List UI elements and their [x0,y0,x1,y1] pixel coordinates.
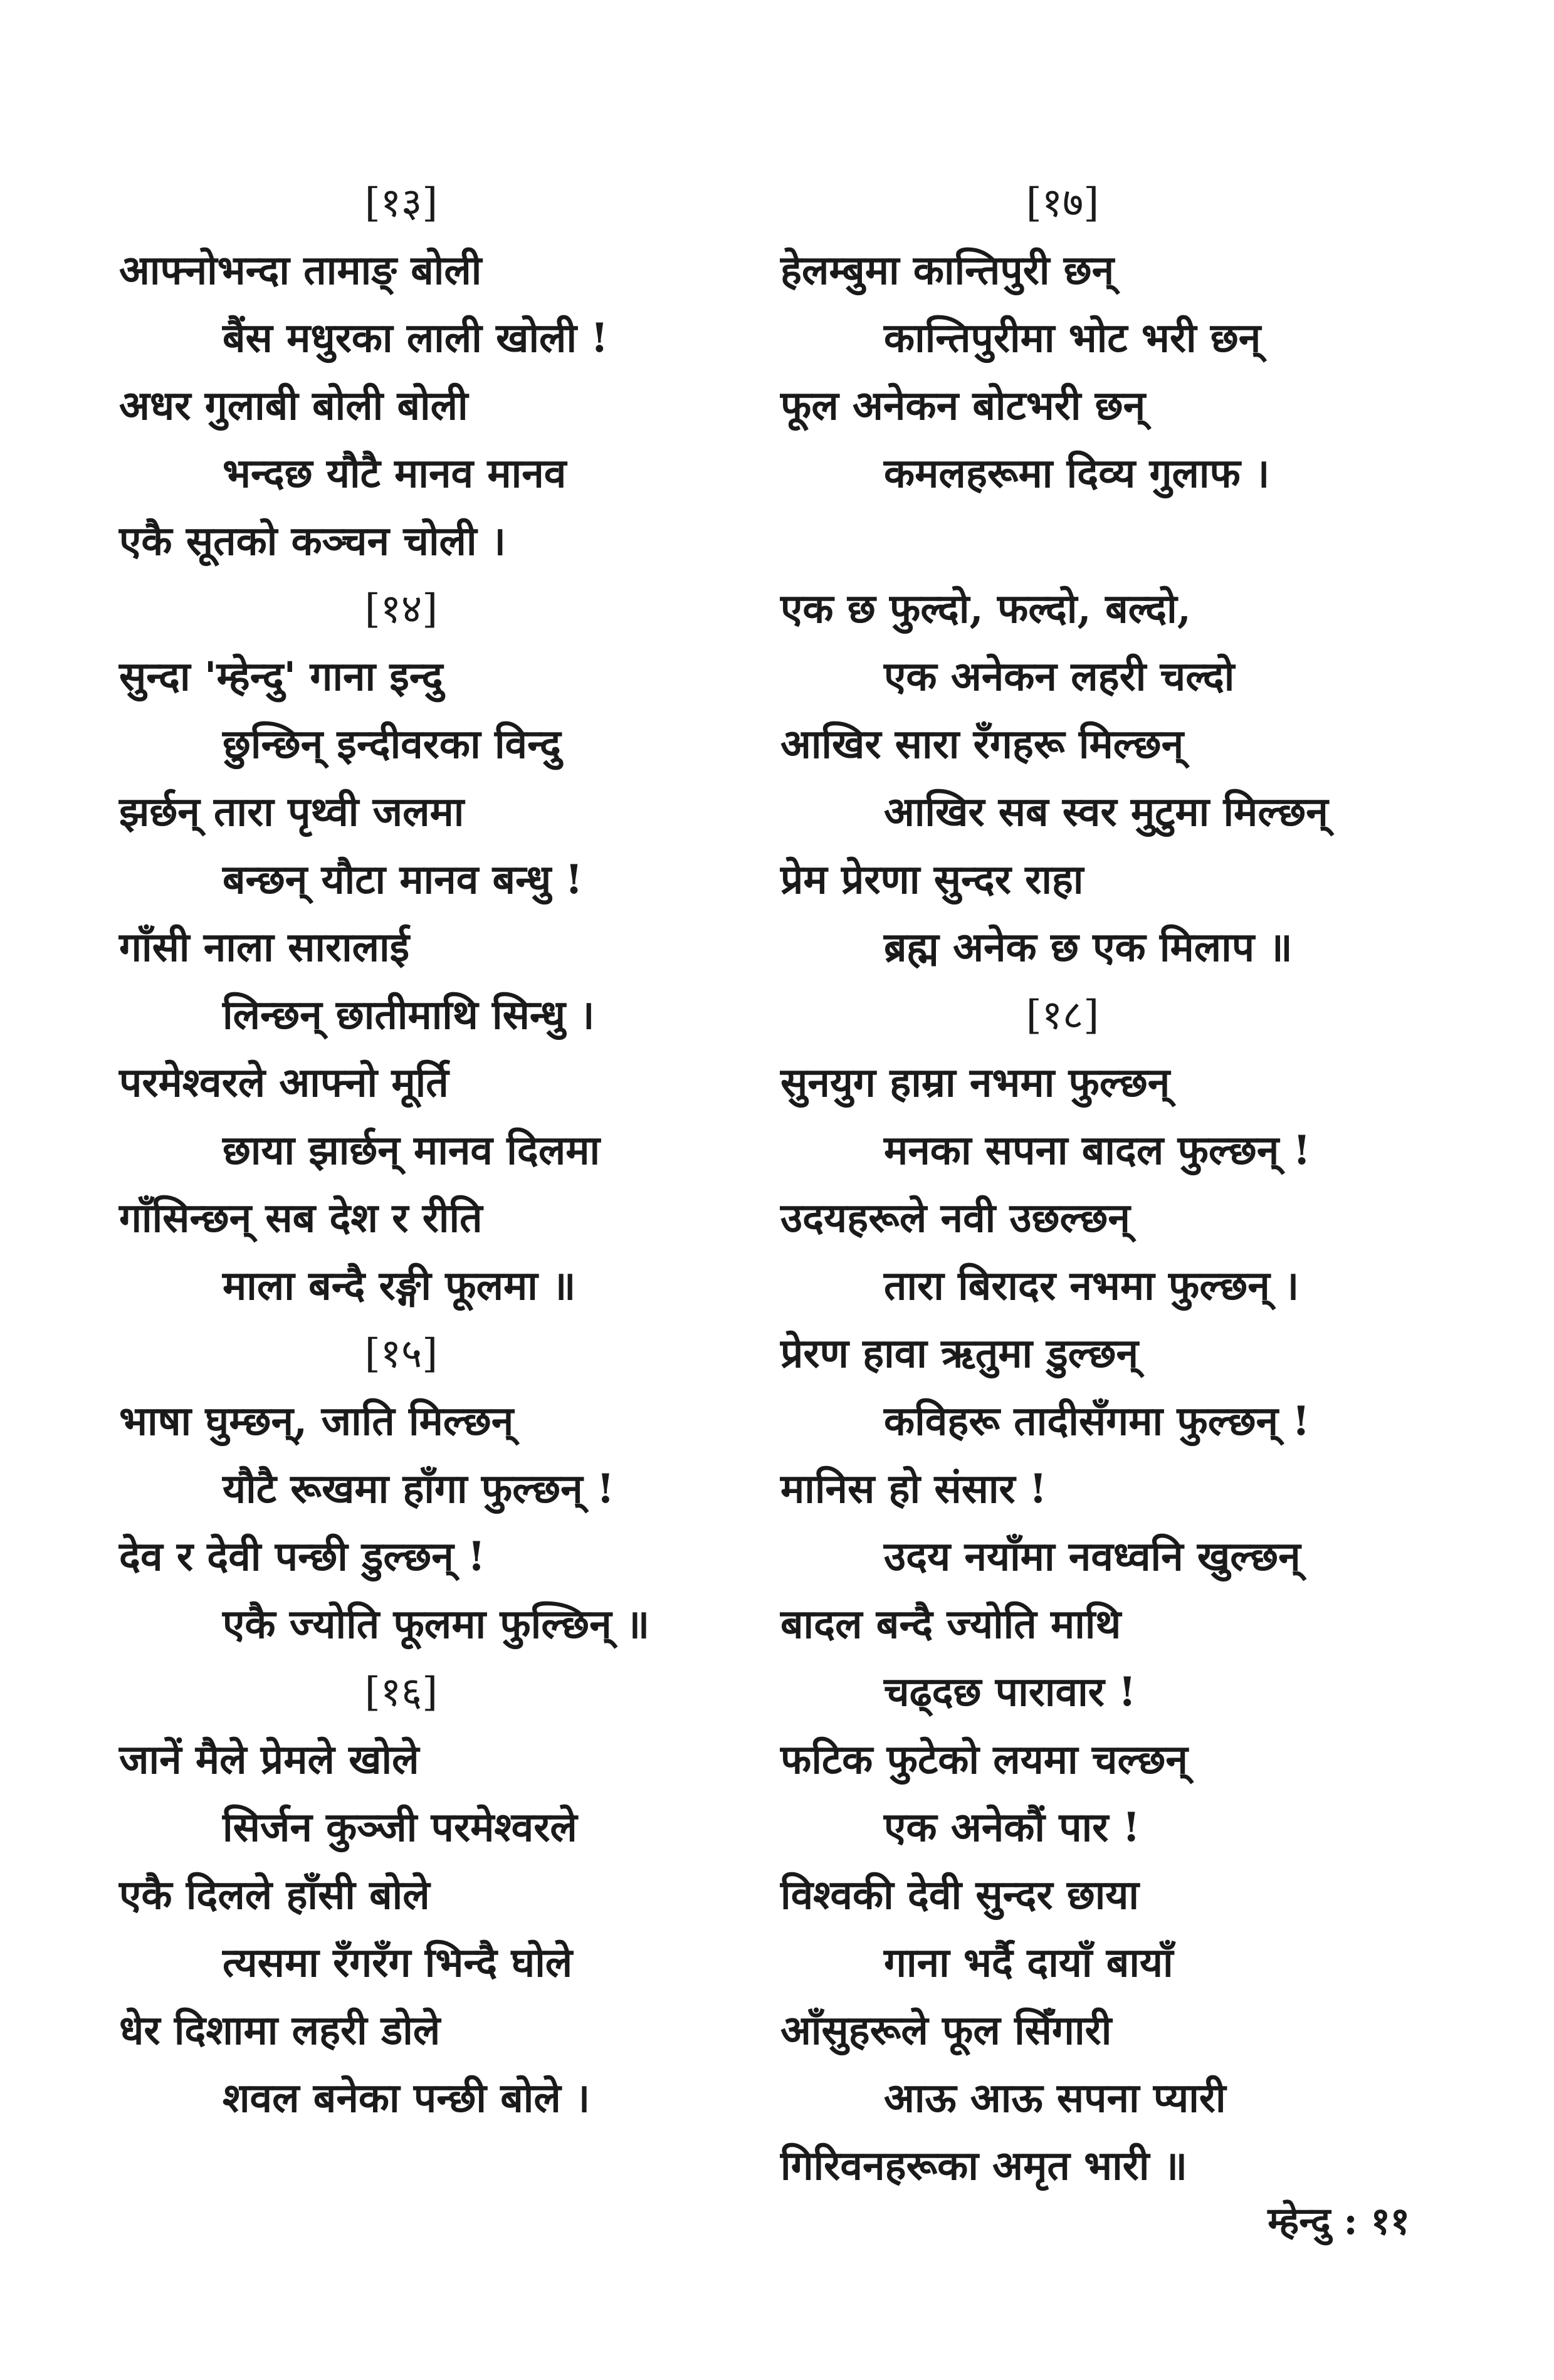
verse-line: तारा बिरादर नभमा फुल्छन् । [884,1262,1299,1309]
verse-line: एकै दिलले हाँसी बोले [119,1872,430,1919]
verse-line: झर्छन् तारा पृथ्वी जलमा [119,789,465,836]
verse-line: त्यसमा रँगरँग भिन्दै घोले [223,1939,573,1986]
verse-line: सुनयुग हाम्रा नभमा फुल्छन् [780,1059,1170,1106]
verse-line: उदयहरूले नवी उछल्छन् [780,1195,1130,1242]
verse-line: सुन्दा 'म्हेन्दु' गाना इन्दु [119,653,443,700]
verse-line: मनका सपना बादल फुल्छन् ! [884,1127,1311,1174]
verse-line: आखिर सब स्वर मुटुमा मिल्छन् [884,789,1328,836]
verse-line: लिन्छन् छातीमाथि सिन्धु । [223,992,595,1039]
verse-number: [१४] [364,586,438,632]
verse-line: भन्दछ यौटै मानव मानव [223,450,567,497]
verse-line: कान्तिपुरीमा भोट भरी छन् [884,315,1261,362]
verse-line: यौटै रूखमा हाँगा फुल्छन् ! [223,1465,614,1512]
verse-line: गिरिवनहरूका अमृत भारी ॥ [780,2142,1188,2189]
verse-line: गाँसी नाला सारालाई [119,924,410,971]
page-footer: म्हेन्दु : ११ [1268,2199,1410,2243]
verse-line: छाया झार्छन् मानव दिलमा [223,1127,601,1174]
verse-line: अधर गुलाबी बोली बोली [119,382,468,429]
verse-line: विश्वकी देवी सुन्दर छाया [780,1872,1139,1919]
verse-line: फूल अनेकन बोटभरी छन् [780,382,1146,429]
right-column [780,169,1439,2200]
stanza-gap [780,508,1439,575]
verse-line: सिर्जन कुञ्जी परमेश्वरले [223,1804,577,1851]
verse-number: [१५] [364,1331,438,1377]
verse-line: उदय नयाँमा नवध्वनि खुल्छन् [884,1533,1301,1580]
verse-line: प्रेम प्रेरणा सुन्दर राहा [780,856,1084,903]
verse-line: एकै सूतको कञ्चन चोली । [119,518,507,565]
verse-number: [१६] [364,1669,438,1716]
verse-line: परमेश्वरले आफ्नो मूर्ति [119,1059,449,1106]
verse-line: प्रेरण हावा ऋतुमा डुल्छन् [780,1330,1138,1377]
verse-line: शवल बनेका पन्छी बोले । [223,2075,591,2122]
verse-line: बैंस मधुरका लाली खोली ! [223,315,609,362]
verse-number: [१८] [1026,992,1100,1039]
verse-line: धेर दिशामा लहरी डोले [119,2007,441,2054]
verse-line: आँसुहरूले फूल सिँगारी [780,2007,1112,2054]
verse-line: कविहरू तादीसँगमा फुल्छन् ! [884,1398,1310,1445]
verse-line: हेलम्बुमा कान्तिपुरी छन् [780,247,1115,294]
verse-line: गाँसिन्छन् सब देश र रीति [119,1195,483,1242]
verse-line: एक छ फुल्दो, फल्दो, बल्दो, [780,585,1192,632]
verse-line: ब्रह्म अनेक छ एक मिलाप ॥ [884,924,1293,971]
verse-line: आखिर सारा रँगहरू मिल्छन् [780,721,1184,768]
verse-line: माला बन्दै रङ्गी फूलमा ॥ [223,1262,576,1309]
verse-line: चढ्दछ पारावार ! [884,1669,1137,1716]
verse-line: एक अनेकौं पार ! [884,1804,1140,1851]
verse-line: गाना भर्दै दायाँ बायाँ [884,1939,1173,1986]
verse-line: जानें मैले प्रेमले खोले [119,1736,419,1783]
verse-line: देव र देवी पन्छी डुल्छन् ! [119,1533,486,1580]
verse-line: बन्छन् यौटा मानव बन्धु ! [223,856,583,903]
verse-line: आऊ आऊ सपना प्यारी [884,2075,1226,2122]
verse-line: छुन्छिन् इन्दीवरका विन्दु [223,721,561,768]
left-column [119,169,746,2132]
verse-line: कमलहरूमा दिव्य गुलाफ । [884,450,1270,497]
verse-line: भाषा घुम्छन्, जाति मिल्छन् [119,1398,514,1445]
verse-number: [१७] [1026,180,1100,226]
verse-line: फटिक फुटेको लयमा चल्छन् [780,1736,1188,1783]
verse-line: एक अनेकन लहरी चल्दो [884,653,1235,700]
verse-line: आफ्नोभन्दा तामाङ् बोली [119,247,482,294]
verse-number: [१३] [364,180,438,226]
verse-line: मानिस हो संसार ! [780,1465,1047,1512]
verse-line: बादल बन्दै ज्योति माथि [780,1601,1121,1648]
verse-line: एकै ज्योति फूलमा फुल्छिन् ॥ [223,1601,650,1648]
